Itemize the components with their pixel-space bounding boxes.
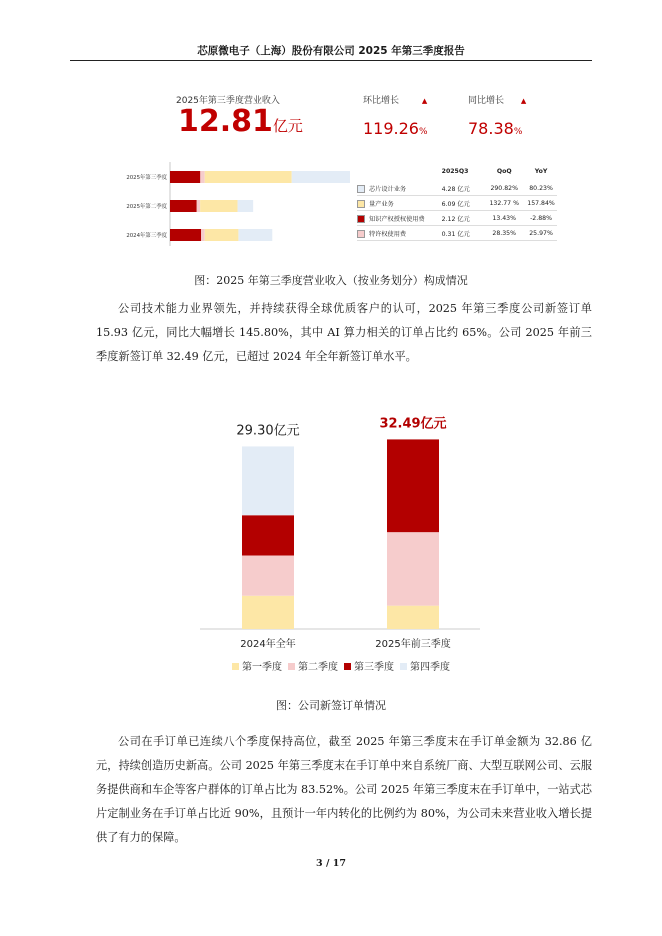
segment-name: 特许权使用费 bbox=[369, 230, 407, 238]
legend-swatch bbox=[288, 663, 295, 670]
legend-label: 第二季度 bbox=[298, 662, 338, 673]
segment-name-cell bbox=[357, 226, 440, 241]
qoq-unit: % bbox=[418, 127, 428, 137]
legend-swatch bbox=[357, 215, 365, 223]
segment-value: 2.12 亿元 bbox=[440, 211, 484, 226]
category-label: 2024年第三季度 bbox=[126, 233, 167, 239]
bar-segment bbox=[170, 200, 197, 212]
segment-qoq: 13.43% bbox=[483, 211, 525, 226]
table-row bbox=[357, 181, 557, 196]
legend-swatch bbox=[344, 663, 351, 670]
bar-segment bbox=[387, 532, 439, 606]
legend-swatch bbox=[400, 663, 407, 670]
legend-swatch bbox=[357, 230, 365, 238]
table-header-cell: YoY bbox=[534, 167, 548, 175]
legend-label: 第一季度 bbox=[242, 662, 282, 673]
bar-segment bbox=[242, 596, 294, 629]
legend-swatch bbox=[357, 200, 365, 208]
segment-name-cell bbox=[357, 181, 440, 196]
bar-segment bbox=[200, 171, 204, 183]
qoq-label: 环比增长 bbox=[363, 96, 400, 106]
segment-name: 芯片设计业务 bbox=[369, 185, 407, 193]
table-header-empty bbox=[357, 161, 440, 181]
figure-caption: 图：公司新签订单情况 bbox=[276, 699, 386, 712]
legend-swatch bbox=[357, 185, 365, 193]
segment-value: 0.31 亿元 bbox=[440, 226, 484, 241]
qoq-value: 119.26 bbox=[363, 119, 419, 138]
body-paragraph: 公司在手订单已连续八个季度保持高位，截至 2025 年第三季度末在手订单金额为 32.86 亿元，持续创造历史新高。公司 2025 年第三季度末在手订单中来自系统厂商、大型互联网公司、云服务提供商和车企等客户群体的订单占比为 83.52%。公司 2025 年第三季度末在手订单中，一站式芯片定制业务在手订单占比近 90%，且预计一年内转化的比例约为 80%，为公司未来营业收入增长提供了有力的保障。 bbox=[96, 735, 592, 844]
segment-name-cell bbox=[357, 196, 440, 211]
revenue-value: 12.81 bbox=[178, 104, 273, 139]
bar-segment bbox=[238, 200, 254, 212]
table-row bbox=[357, 211, 557, 226]
segment-name-cell bbox=[357, 211, 440, 226]
revenue-unit: 亿元 bbox=[272, 117, 303, 135]
yoy-label-row bbox=[468, 93, 526, 106]
up-arrow-icon: ▲ bbox=[520, 97, 527, 105]
figure-caption: 图：2025 年第三季度营业收入（按业务划分）构成情况 bbox=[194, 274, 468, 287]
yoy-label: 同比增长 bbox=[468, 96, 505, 106]
revenue-label: 2025年第三季度营业收入 bbox=[176, 96, 280, 106]
table-header-cell: 2025Q3 bbox=[441, 167, 469, 175]
bar-segment bbox=[201, 229, 205, 241]
total-label: 29.30亿元 bbox=[236, 423, 300, 439]
segment-table bbox=[357, 161, 557, 241]
total-label: 32.49亿元 bbox=[379, 416, 447, 432]
bar-segment bbox=[197, 200, 200, 212]
segment-value: 6.09 亿元 bbox=[440, 196, 484, 211]
bar-segment bbox=[170, 171, 200, 183]
segment-qoq: 28.35% bbox=[483, 226, 525, 241]
bar-segment bbox=[242, 556, 294, 596]
category-label: 2024年全年 bbox=[240, 639, 296, 650]
legend-swatch bbox=[232, 663, 239, 670]
bar-segment bbox=[387, 606, 439, 629]
legend-label: 第四季度 bbox=[410, 662, 450, 673]
table-row bbox=[357, 226, 557, 241]
legend-label: 第三季度 bbox=[354, 662, 394, 673]
header-rule bbox=[70, 60, 592, 61]
category-label: 2025年第二季度 bbox=[126, 204, 167, 210]
yoy-unit: % bbox=[513, 127, 523, 137]
segment-table-wrap bbox=[357, 161, 557, 241]
segment-qoq: 290.82% bbox=[483, 181, 525, 196]
segment-yoy: 157.84% bbox=[525, 196, 557, 211]
table-header-cell: QoQ bbox=[496, 167, 512, 175]
segment-yoy: 25.97% bbox=[525, 226, 557, 241]
body-paragraph: 公司技术能力业界领先，并持续获得全球优质客户的认可，2025 年第三季度公司新签订单 15.93 亿元，同比大幅增长 145.80%，其中 AI 算力相关的订单占比约 65%。公司 2025 年前三季度新签订单 32.49 亿元，已超过 2024 年全年新签订单水平。 bbox=[96, 302, 592, 363]
page-number: 3 / 17 bbox=[316, 858, 346, 869]
new-orders-bar-chart bbox=[180, 395, 510, 685]
bar-segment bbox=[170, 229, 201, 241]
bar-segment bbox=[292, 171, 350, 183]
segment-yoy: -2.88% bbox=[525, 211, 557, 226]
bar-segment bbox=[200, 200, 237, 212]
up-arrow-icon: ▲ bbox=[421, 97, 428, 105]
revenue-segment-bar-chart bbox=[110, 160, 350, 250]
category-label: 2025年前三季度 bbox=[375, 639, 451, 650]
bar-segment bbox=[242, 446, 294, 515]
bar-segment bbox=[242, 515, 294, 555]
report-header: 芯原微电子（上海）股份有限公司 2025 年第三季度报告 bbox=[197, 45, 465, 57]
revenue-figure bbox=[178, 104, 303, 139]
yoy-value: 78.38 bbox=[468, 119, 514, 138]
bar-segment bbox=[205, 229, 239, 241]
bar-segment bbox=[387, 439, 439, 532]
yoy-figure bbox=[468, 119, 522, 138]
segment-name: 量产业务 bbox=[369, 200, 394, 208]
segment-qoq: 132.77 % bbox=[483, 196, 525, 211]
table-header-row bbox=[357, 161, 557, 181]
qoq-label-row bbox=[363, 93, 427, 106]
category-label: 2025年第三季度 bbox=[126, 175, 167, 181]
segment-value: 4.28 亿元 bbox=[440, 181, 484, 196]
table-row bbox=[357, 196, 557, 211]
segment-name: 知识产权授权使用费 bbox=[369, 215, 425, 223]
bar-segment bbox=[205, 171, 292, 183]
segment-yoy: 80.23% bbox=[525, 181, 557, 196]
bar-segment bbox=[238, 229, 272, 241]
qoq-figure bbox=[363, 119, 428, 138]
